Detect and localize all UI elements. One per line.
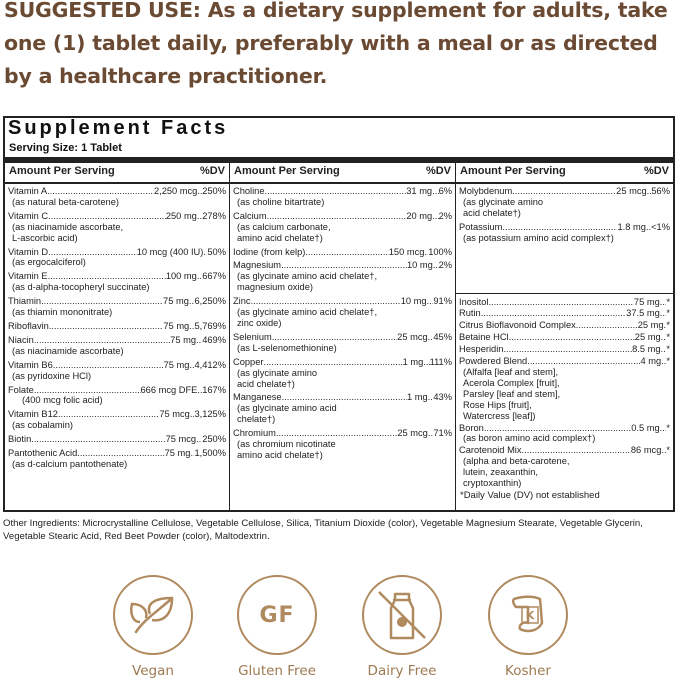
column-header — [5, 163, 229, 184]
nutrient-source: Rose Hips [fruit], — [463, 399, 532, 410]
nutrient-amount: 86 mcg — [630, 445, 662, 456]
nutrient-dv: 250% — [202, 434, 226, 445]
nutrient-source: zinc oxide) — [237, 317, 282, 328]
nutrient-dv: 43% — [433, 392, 452, 403]
dot-leader — [48, 247, 137, 258]
dot-leader — [251, 296, 401, 307]
facts-column-2 — [230, 163, 456, 510]
nutrient-row — [459, 308, 670, 319]
nutrient-source: (as ergocalciferol) — [12, 257, 86, 268]
nutrient-name: Vitamin D — [8, 246, 49, 257]
nutrient-source: (as natural beta-carotene) — [12, 196, 119, 207]
nutrient-amount: 25 mcg — [397, 331, 428, 342]
nutrient-amount: 1.8 mg — [617, 221, 646, 232]
kosher-badge — [483, 575, 573, 679]
nutrient-row — [233, 428, 452, 439]
nutrient-row — [233, 186, 452, 197]
nutrient-source: (as glycinate amino — [237, 367, 318, 378]
nutrient-source: (as glycinate amino acid — [237, 403, 337, 414]
nutrient-name: Powdered Blend — [459, 356, 528, 367]
facts-column-1 — [5, 163, 230, 510]
nutrient-row — [233, 260, 452, 271]
dot-leader — [34, 335, 170, 346]
dot-leader — [281, 260, 407, 271]
nutrient-amount: 1 mg — [407, 392, 428, 403]
column-header-amount: Amount Per Serving — [460, 165, 566, 177]
suggested-use-lead: SUGGESTED USE: — [4, 0, 201, 22]
nutrient-name: Copper — [233, 356, 264, 367]
nutrient-row — [8, 247, 226, 258]
nutrient-row — [8, 321, 226, 332]
other-nutrients — [459, 297, 670, 490]
nutrient-dv: 1,500% — [194, 448, 226, 459]
nutrient-row — [459, 186, 670, 197]
nutrient-name: Vitamin B12 — [8, 409, 58, 420]
nutrient-source: (as boron amino acid complex†) — [463, 433, 596, 444]
nutrient-name: Choline — [233, 186, 265, 196]
nutrient-source: amino acid chelate†) — [237, 232, 323, 243]
nutrient-name: Rutin — [459, 308, 481, 319]
nutrient-name: Iodine (from kelp) — [233, 246, 306, 257]
nutrient-source: chelate†) — [237, 414, 276, 425]
nutrient-dv: * — [666, 320, 670, 331]
nutrient-dv: 278% — [202, 210, 226, 221]
dot-leader — [427, 296, 434, 307]
nutrient-source: (as pyridoxine HCl) — [12, 370, 92, 381]
nutrient-dv: 5,769% — [194, 320, 226, 331]
nutrient-amount: 75 mg — [163, 320, 190, 331]
dot-leader — [522, 445, 631, 456]
nutrient-amount: 25 mcg — [616, 186, 647, 196]
dot-leader — [47, 186, 154, 197]
nutrient-row — [459, 320, 670, 331]
dot-leader — [264, 357, 403, 368]
nutrient-name: Inositol — [459, 296, 489, 307]
nutrient-dv: 50% — [207, 246, 226, 257]
nutrient-dv: * — [666, 422, 670, 433]
nutrient-name: Hesperidin — [459, 344, 504, 355]
nutrient-dv: 667% — [202, 271, 226, 282]
nutrient-dv: 167% — [202, 384, 226, 395]
nutrient-dv: 3,125% — [194, 409, 226, 420]
nutrient-row — [459, 222, 670, 233]
nutrient-amount: 4 mg — [640, 356, 662, 367]
nutrient-dv: * — [666, 308, 670, 319]
nutrient-row — [233, 332, 452, 343]
nutrient-amount: 10 mg — [406, 260, 433, 271]
nutrient-dv: 2% — [438, 210, 452, 221]
nutrient-dv: * — [666, 332, 670, 343]
nutrient-source: lutein, zeaxanthin, — [463, 467, 538, 478]
dot-leader — [503, 344, 632, 355]
nutrient-row — [459, 344, 670, 355]
facts-title: Supplement Facts — [8, 117, 229, 139]
nutrient-list — [456, 184, 673, 490]
other-ingredients: Other Ingredients: Microcrystalline Cellulose, Vegetable Cellulose, Silica, Titanium Dioxide (color), Vegetable Magnesium Stearate, Vegetable Glycerin, Vegetable Stearic Acid, Red Beet Powder (color), Maltodextrin. — [3, 518, 643, 542]
nutrient-amount: 25 mg — [634, 332, 661, 343]
nutrient-name: Pantothenic Acid — [8, 448, 78, 459]
nutrient-name: Chromium — [233, 428, 276, 439]
no-milk-bottle-icon — [362, 575, 442, 655]
nutrient-name: Betaine HCl — [459, 332, 509, 343]
suggested-use — [4, 0, 676, 93]
nutrient-name: Thiamin — [8, 296, 42, 307]
nutrient-row — [8, 296, 226, 307]
nutrient-amount: 31 mg — [406, 186, 433, 196]
nutrient-source: magnesium oxide) — [237, 282, 313, 293]
nutrient-source: (alpha and beta-carotene, — [463, 456, 570, 467]
nutrient-source: (as d-alpha-tocopheryl succinate) — [12, 282, 150, 293]
nutrient-row — [459, 356, 670, 367]
nutrient-name: Folate — [8, 384, 34, 395]
nutrient-source: (as choline bitartrate) — [237, 196, 325, 207]
nutrient-name: Zinc — [233, 296, 251, 307]
dot-leader — [53, 360, 164, 371]
row-gap — [459, 244, 670, 247]
badge-label: Gluten Free — [238, 663, 316, 679]
gluten-free-badge — [232, 575, 322, 679]
nutrient-dv: <1% — [651, 221, 670, 232]
nutrient-source: (as L-selenomethionine) — [237, 342, 337, 353]
dot-leader — [272, 332, 397, 343]
dot-leader — [276, 428, 397, 439]
nutrient-amount: 0.5 mg — [631, 422, 660, 433]
dot-leader — [48, 211, 166, 222]
nutrient-source: (as glycinate amino acid chelate†, — [237, 271, 378, 282]
facts-column-3 — [456, 163, 673, 510]
dot-leader — [502, 222, 617, 233]
dv-footnote: *Daily Value (DV) not established — [460, 490, 600, 502]
nutrient-dv: * — [666, 356, 670, 367]
nutrient-name: Vitamin A — [8, 186, 48, 196]
nutrient-amount: 20 mg — [406, 210, 433, 221]
nutrient-amount: 250 mg — [165, 210, 197, 221]
nutrient-row — [8, 186, 226, 197]
nutrient-row — [233, 392, 452, 403]
nutrient-dv: 91% — [433, 296, 452, 307]
nutrient-source: (as niacinamide ascorbate, — [12, 221, 124, 232]
nutrient-name: Magnesium — [233, 260, 282, 271]
nutrient-list — [5, 184, 229, 473]
nutrient-row — [459, 332, 670, 343]
nutrient-amount: 75 mcg — [165, 434, 197, 445]
nutrient-amount: 10 mg — [400, 296, 427, 307]
nutrient-list — [230, 184, 455, 464]
nutrient-row — [233, 211, 452, 222]
column-header-amount: Amount Per Serving — [234, 165, 340, 177]
nutrient-row — [459, 297, 670, 308]
dot-leader — [49, 321, 164, 332]
nutrient-row — [459, 423, 670, 434]
dot-leader — [481, 308, 626, 319]
nutrient-row — [8, 271, 226, 282]
nutrient-source: (Alfalfa [leaf and stem], — [463, 366, 559, 377]
nutrient-dv: 250% — [202, 186, 226, 196]
nutrient-name: Vitamin E — [8, 271, 48, 282]
nutrient-dv: 45% — [433, 331, 452, 342]
nutrient-row — [8, 409, 226, 420]
nutrient-dv: 4,412% — [194, 359, 226, 370]
column-header-amount: Amount Per Serving — [9, 165, 115, 177]
suggested-use-text: As a dietary supplement for adults, take one (1) tablet daily, preferably with a meal or as directed by a healthcare practitioner. — [4, 0, 668, 88]
nutrient-amount: 100 mg — [165, 271, 197, 282]
gf-icon-text: GF — [259, 602, 295, 628]
nutrient-row — [8, 360, 226, 371]
dot-leader — [77, 448, 164, 459]
nutrient-row — [233, 296, 452, 307]
nutrient-name: Biotin — [8, 434, 32, 445]
column-header-dv: %DV — [643, 165, 669, 177]
nutrient-amount: 2,250 mcg — [153, 186, 198, 196]
nutrient-dv: * — [666, 344, 670, 355]
nutrient-dv: 6% — [438, 186, 452, 196]
column-header-dv: %DV — [199, 165, 225, 177]
dot-leader — [282, 392, 407, 403]
nutrient-amount: 75 mg — [163, 359, 190, 370]
nutrient-source: amino acid chelate†) — [237, 449, 323, 460]
nutrient-dv: 100% — [428, 246, 452, 257]
nutrient-dv: 2% — [438, 260, 452, 271]
column-header — [456, 163, 673, 184]
nutrient-dv: 56% — [651, 186, 670, 196]
row-gap — [8, 470, 226, 473]
nutrient-row — [8, 434, 226, 445]
nutrient-source: Watercress [leaf]) — [463, 410, 536, 421]
dot-leader — [267, 211, 407, 222]
nutrient-source: Parsley [leaf and stem], — [463, 388, 561, 399]
dot-leader — [488, 297, 633, 308]
kosher-k-letter: K — [525, 609, 535, 622]
dot-leader — [509, 332, 635, 343]
nutrient-source: (as glycinate amino — [463, 196, 544, 207]
nutrient-source: (as glycinate amino acid chelate†, — [237, 307, 378, 318]
dot-leader — [265, 186, 407, 197]
dot-leader — [660, 423, 667, 434]
nutrient-name: Riboflavin — [8, 320, 49, 331]
nutrient-row — [233, 357, 452, 368]
nutrient-row — [8, 385, 226, 396]
badge-label: Vegan — [132, 663, 174, 679]
nutrient-source: (as chromium nicotinate — [237, 439, 336, 450]
dairy-free-badge — [357, 575, 447, 679]
nutrient-source: Acerola Complex [fruit], — [463, 377, 560, 388]
nutrient-name: Calcium — [233, 210, 267, 221]
vegan-badge — [108, 575, 198, 679]
dot-leader — [34, 385, 141, 396]
nutrient-row — [459, 445, 670, 456]
nutrient-name: Boron — [459, 422, 484, 433]
nutrient-row — [233, 247, 452, 258]
nutrient-row — [8, 335, 226, 346]
nutrient-name: Niacin — [8, 334, 34, 345]
nutrient-name: Citrus Bioflavonoid Complex — [459, 320, 576, 331]
gf-icon — [237, 575, 317, 655]
column-header-dv: %DV — [425, 165, 451, 177]
nutrient-amount: 75 mg — [164, 448, 191, 459]
nutrient-source: (as calcium carbonate, — [237, 221, 331, 232]
nutrient-source: (as niacinamide ascorbate) — [12, 345, 124, 356]
nutrient-source: (as d-calcium pantothenate) — [12, 458, 128, 469]
nutrient-amount: 150 mcg — [388, 246, 425, 257]
nutrient-source: acid chelate†) — [237, 378, 295, 389]
nutrient-name: Selenium — [233, 331, 272, 342]
nutrient-source: cryptoxanthin) — [463, 478, 522, 489]
dot-leader — [660, 297, 667, 308]
nutrient-amount: 25 mcg — [397, 428, 428, 439]
kosher-k-icon — [488, 575, 568, 655]
row-gap — [233, 461, 452, 464]
dot-leader — [48, 271, 166, 282]
nutrient-row — [8, 448, 226, 459]
nutrient-name: Carotenoid Mix — [459, 445, 522, 456]
nutrient-source: (as potassium amino acid complex†) — [463, 232, 614, 243]
dot-leader — [31, 434, 165, 445]
dot-leader — [527, 356, 640, 367]
dot-leader — [58, 409, 159, 420]
nutrient-dv: * — [666, 445, 670, 456]
column-header — [230, 163, 455, 184]
nutrient-amount: 8.5 mg — [632, 344, 661, 355]
nutrient-amount: 75 mg — [633, 296, 660, 307]
dot-leader — [305, 247, 388, 258]
nutrient-name: Potassium — [459, 221, 503, 232]
nutrient-row — [8, 211, 226, 222]
nutrient-source: acid chelate†) — [463, 207, 521, 218]
nutrient-name: Manganese — [233, 392, 282, 403]
nutrient-amount: 75 mg — [170, 334, 197, 345]
nutrient-name: Molybdenum — [459, 186, 513, 196]
leaf-icon — [113, 575, 193, 655]
nutrient-source: (as cobalamin) — [12, 420, 73, 431]
nutrient-amount: 10 mcg (400 IU) — [136, 246, 204, 257]
nutrient-amount: 75 mcg — [159, 409, 190, 420]
nutrient-source: (400 mcg folic acid) — [22, 395, 103, 406]
nutrient-dv: 469% — [202, 334, 226, 345]
nutrient-name: Vitamin B6 — [8, 359, 53, 370]
badge-label: Dairy Free — [367, 663, 437, 679]
dot-leader — [576, 320, 638, 331]
nutrient-amount: 1 mg — [402, 356, 424, 367]
nutrient-amount: 666 mcg DFE — [140, 384, 198, 395]
nutrient-source: (as thiamin mononitrate) — [12, 307, 113, 318]
badge-label: Kosher — [505, 663, 551, 679]
section-divider — [456, 293, 673, 294]
nutrient-dv: * — [666, 296, 670, 307]
nutrient-source: L-ascorbic acid) — [12, 232, 78, 243]
dot-leader — [41, 296, 163, 307]
dot-leader — [512, 186, 616, 197]
dot-leader — [484, 423, 631, 434]
dot-leader — [660, 308, 667, 319]
nutrient-amount: 75 mg — [163, 296, 189, 307]
nutrient-amount: 37.5 mg — [626, 308, 660, 319]
nutrient-amount: 25 mg — [637, 320, 664, 331]
serving-size: Serving Size: 1 Tablet — [9, 142, 122, 154]
nutrient-name: Vitamin C — [8, 210, 49, 221]
nutrient-dv: 111% — [429, 356, 452, 367]
nutrient-dv: 71% — [433, 428, 452, 439]
nutrient-dv: 6,250% — [194, 296, 226, 307]
supplement-facts-panel — [3, 116, 675, 512]
